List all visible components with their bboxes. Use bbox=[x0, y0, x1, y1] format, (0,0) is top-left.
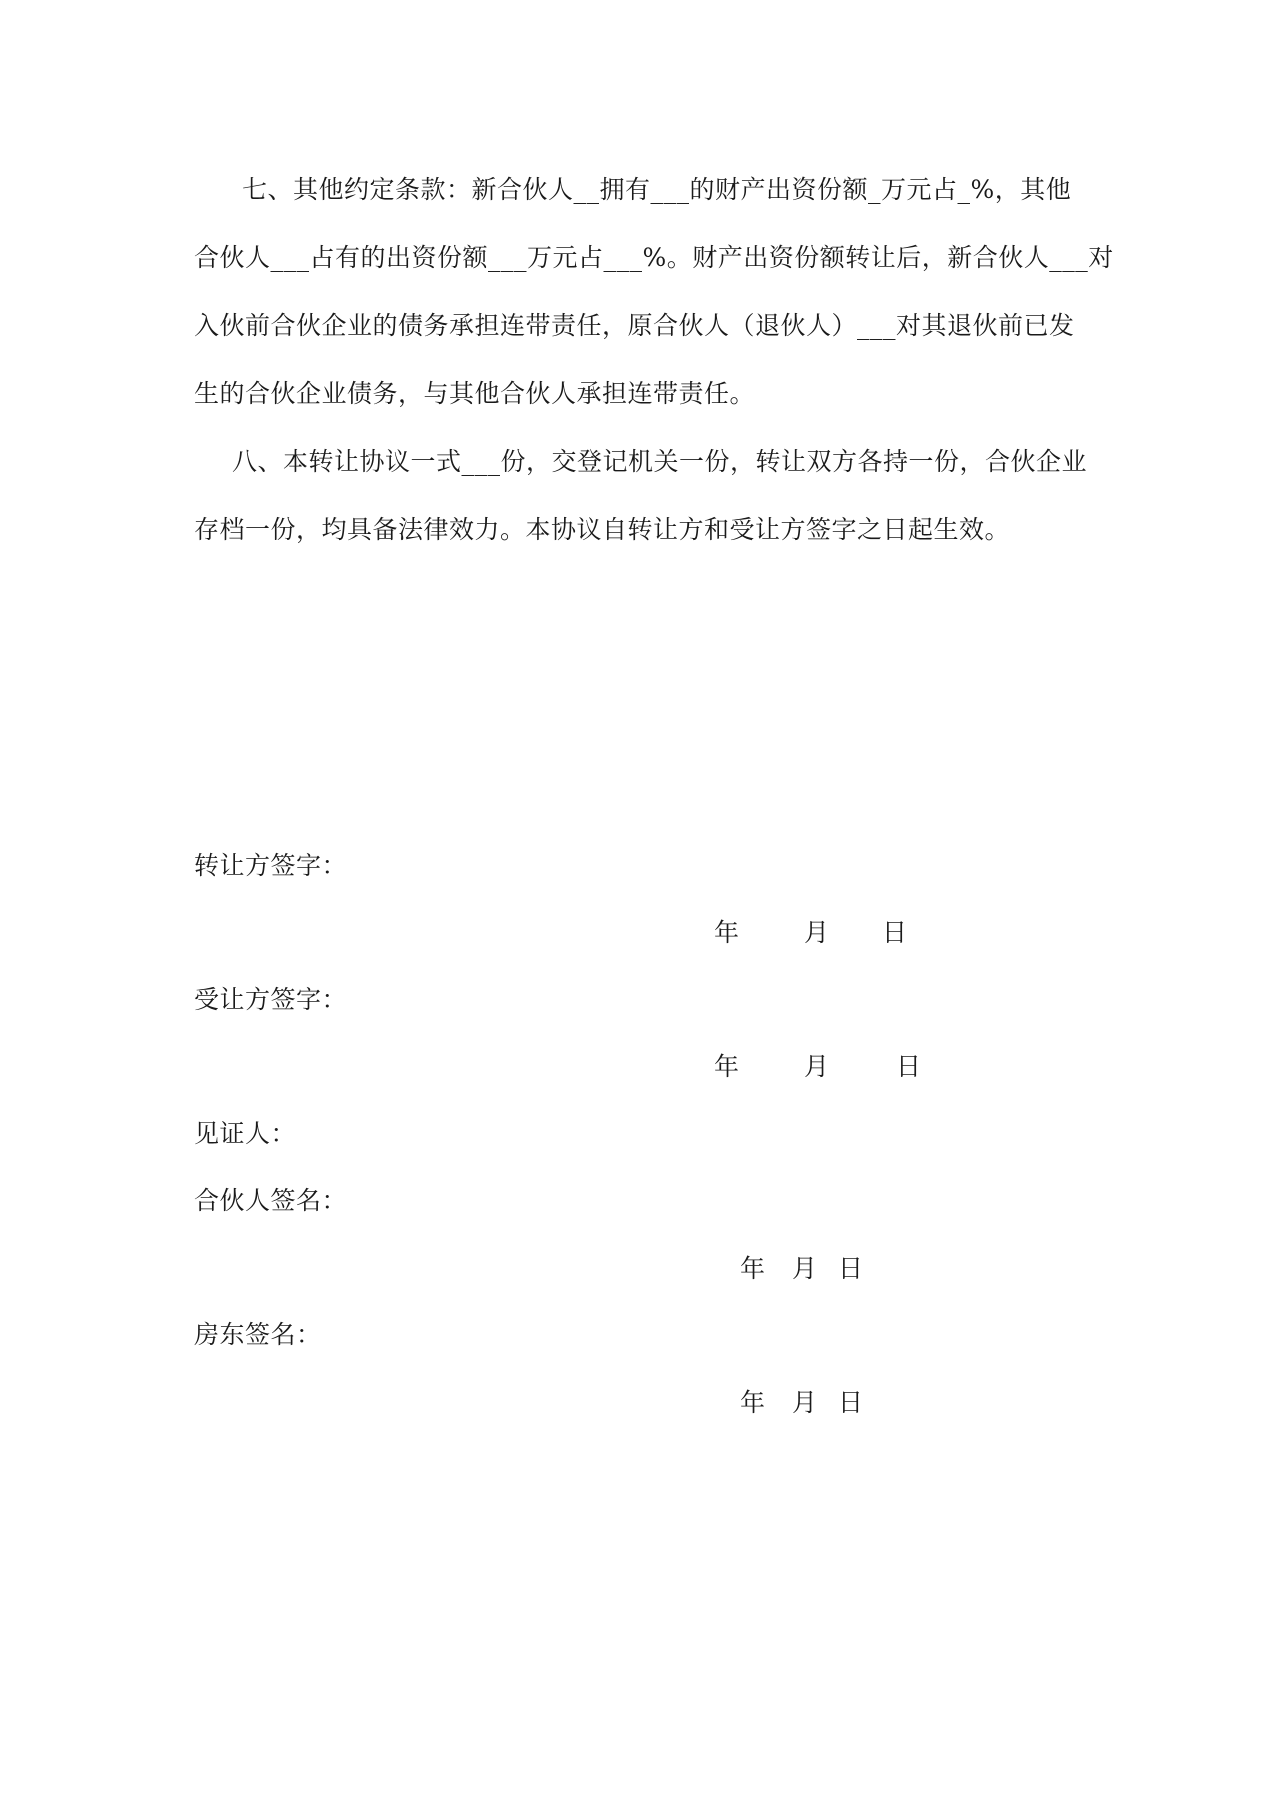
landlord-signature-label: 房东签名： bbox=[194, 1320, 322, 1349]
date-day: 日 bbox=[882, 918, 908, 947]
clause-8-line: 存档一份，均具备法律效力。本协议自转让方和受让方签字之日起生效。 bbox=[194, 515, 1011, 544]
date-month: 月 bbox=[804, 918, 830, 947]
date-year: 年 bbox=[714, 918, 740, 947]
transferee-signature-label: 受让方签字： bbox=[194, 985, 348, 1014]
clause-7-line: 七、其他约定条款：新合伙人__拥有___的财产出资份额_万元占_%，其他 bbox=[242, 175, 1072, 204]
date-year: 年 bbox=[740, 1388, 766, 1417]
clause-7-line: 合伙人___占有的出资份额___万元占___%。财产出资份额转让后，新合伙人___对 bbox=[194, 243, 1114, 272]
date-day: 日 bbox=[838, 1388, 864, 1417]
witness-label: 见证人： bbox=[194, 1119, 297, 1148]
date-month: 月 bbox=[804, 1052, 830, 1081]
clause-7 bbox=[194, 156, 1114, 428]
date-day: 日 bbox=[838, 1254, 864, 1283]
date-month: 月 bbox=[792, 1388, 818, 1417]
partner-signature-label: 合伙人签名： bbox=[194, 1186, 348, 1215]
date-year: 年 bbox=[740, 1254, 766, 1283]
date-month: 月 bbox=[792, 1254, 818, 1283]
date-year: 年 bbox=[714, 1052, 740, 1081]
transferee-date bbox=[0, 1050, 1280, 1084]
clause-8 bbox=[194, 428, 1094, 564]
partner-date bbox=[0, 1252, 1280, 1286]
transferor-signature-label: 转让方签字： bbox=[194, 851, 348, 880]
transferor-date bbox=[0, 916, 1280, 950]
clause-7-line: 入伙前合伙企业的债务承担连带责任，原合伙人（退伙人）___对其退伙前已发 bbox=[194, 311, 1075, 340]
clause-7-line: 生的合伙企业债务，与其他合伙人承担连带责任。 bbox=[194, 379, 756, 408]
clause-8-line: 八、本转让协议一式___份，交登记机关一份，转让双方各持一份，合伙企业 bbox=[232, 447, 1088, 476]
date-day: 日 bbox=[896, 1052, 922, 1081]
landlord-date bbox=[0, 1386, 1280, 1420]
